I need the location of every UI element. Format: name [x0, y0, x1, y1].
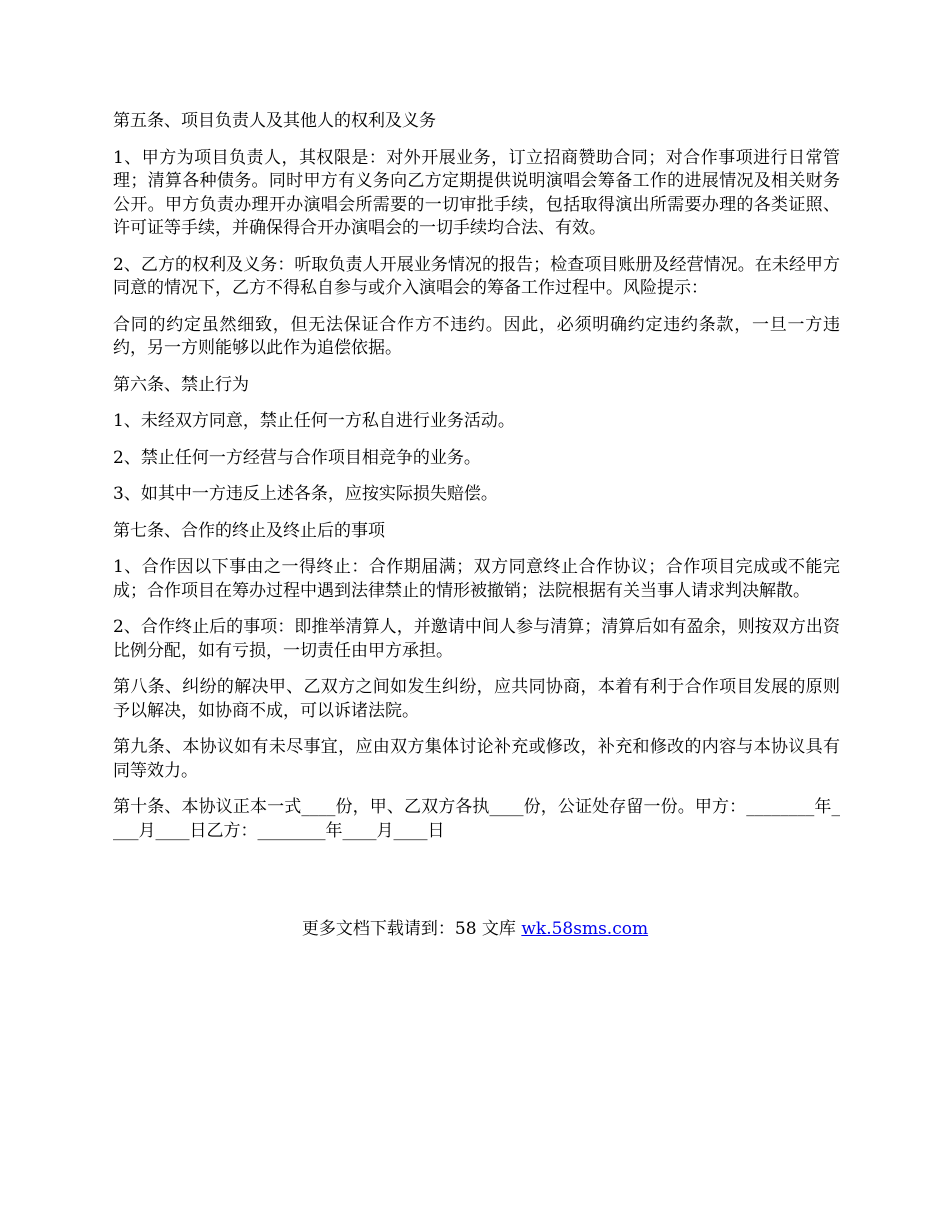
article-5-clause-1: 1、甲方为项目负责人，其权限是：对外开展业务，订立招商赞助合同；对合作事项进行日常管理；清算各种债务。同时甲方有义务向乙方定期提供说明演唱会筹备工作的进展情况及相关财务公开。甲方负责办理开办演唱会所需要的一切审批手续，包括取得演出所需要办理的各类证照、许可证等手续，并确保得合开办演唱会的一切手续均合法、有效。 [113, 147, 840, 238]
article-7-clause-1: 1、合作因以下事由之一得终止：合作期届满；双方同意终止合作协议；合作项目完成或不能完成；合作项目在筹办过程中遇到法律禁止的情形被撤销；法院根据有关当事人请求判决解散。 [113, 557, 840, 601]
footer-text: 更多文档下载请到：58 文库 [301, 919, 522, 939]
document-body [113, 110, 840, 856]
article-5-heading: 第五条、项目负责人及其他人的权利及义务 [113, 111, 436, 131]
risk-note: 合同的约定虽然细致，但无法保证合作方不违约。因此，必须明确约定违约条款，一旦一方违约，另一方则能够以此作为追偿依据。 [113, 314, 840, 358]
article-6-clause-1: 1、未经双方同意，禁止任何一方私自进行业务活动。 [113, 411, 515, 431]
footer-link[interactable]: wk.58sms.com [521, 919, 649, 939]
article-8: 第八条、纠纷的解决甲、乙双方之间如发生纠纷，应共同协商，本着有利于合作项目发展的原则予以解决，如协商不成，可以诉诸法院。 [113, 677, 840, 721]
article-6-heading: 第六条、禁止行为 [113, 374, 249, 395]
footer [0, 918, 950, 941]
article-6-clause-3: 3、如其中一方违反上述各条，应按实际损失赔偿。 [113, 484, 498, 504]
article-5-clause-2: 2、乙方的权利及义务：听取负责人开展业务情况的报告；检查项目账册及经营情况。在未经甲方同意的情况下，乙方不得私自参与或介入演唱会的筹备工作过程中。风险提示： [113, 254, 840, 298]
article-7-heading: 第七条、合作的终止及终止后的事项 [113, 520, 385, 541]
article-7-clause-2: 2、合作终止后的事项：即推举清算人，并邀请中间人参与清算；清算后如有盈余，则按双方出资比例分配，如有亏损，一切责任由甲方承担。 [113, 617, 840, 661]
article-6-clause-2: 2、禁止任何一方经营与合作项目相竞争的业务。 [113, 447, 481, 468]
article-9: 第九条、本协议如有未尽事宜，应由双方集体讨论补充或修改，补充和修改的内容与本协议具有同等效力。 [113, 737, 840, 781]
article-10: 第十条、本协议正本一式____份，甲、乙双方各执____份，公证处存留一份。甲方：________年____月____日乙方：________年____月____日 [113, 797, 840, 841]
